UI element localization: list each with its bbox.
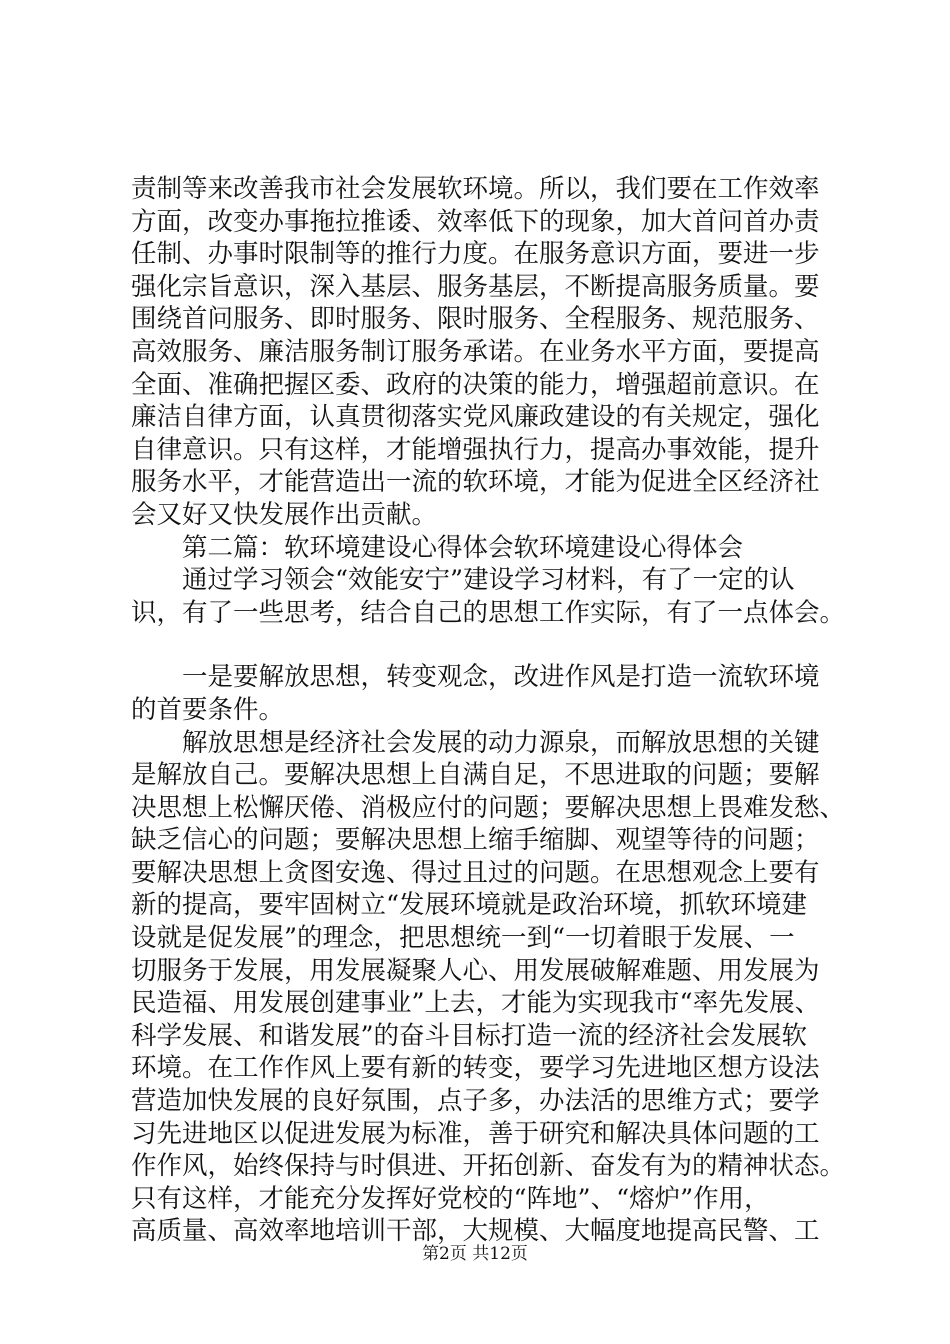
text-line: 只有这样，才能充分发挥好党校的“阵地”、“熔炉”作用，	[131, 1183, 770, 1214]
text-line: 识，有了一些思考，结合自己的思想工作实际，有了一点体会。	[131, 597, 846, 628]
text-line: 方面，改变办事拖拉推诿、效率低下的现象，加大首问首办责	[131, 206, 820, 237]
text-line: 环境。在工作作风上要有新的转变，要学习先进地区想方设法	[131, 1053, 820, 1084]
text-line: 围绕首问服务、即时服务、限时服务、全程服务、规范服务、	[131, 304, 820, 335]
text-line: 高质量、高效率地培训干部，大规模、大幅度地提高民警、工	[131, 1216, 820, 1247]
text-line: 第二篇：软环境建设心得体会软环境建设心得体会	[182, 532, 744, 563]
text-line: 营造加快发展的良好氛围，点子多，办法活的思维方式；要学	[131, 1086, 820, 1117]
text-line: 强化宗旨意识，深入基层、服务基层，不断提高服务质量。要	[131, 271, 820, 302]
text-line: 切服务于发展，用发展凝聚人心、用发展破解难题、用发展为	[131, 955, 820, 986]
text-line: 一是要解放思想，转变观念，改进作风是打造一流软环境	[182, 662, 820, 693]
page-footer: 第2页 共12页	[422, 1244, 528, 1264]
text-line: 作作风，始终保持与时俱进、开拓创新、奋发有为的精神状态。	[131, 1151, 846, 1182]
text-line: 服务水平，才能营造出一流的软环境，才能为促进全区经济社	[131, 467, 820, 498]
text-line: 的首要条件。	[131, 694, 285, 725]
text-line: 任制、办事时限制等的推行力度。在服务意识方面，要进一步	[131, 239, 820, 270]
text-line: 民造福、用发展创建事业”上去，才能为实现我市“率先发展、	[131, 988, 821, 1019]
text-line: 是解放自己。要解决思想上自满自足，不思进取的问题；要解	[131, 760, 820, 791]
text-line: 解放思想是经济社会发展的动力源泉，而解放思想的关键	[182, 727, 820, 758]
text-line: 习先进地区以促进发展为标准，善于研究和解决具体问题的工	[131, 1118, 820, 1149]
text-line: 全面、准确把握区委、政府的决策的能力，增强超前意识。在	[131, 369, 820, 400]
text-line: 通过学习领会“效能安宁”建设学习材料，有了一定的认	[182, 565, 795, 596]
text-line: 会又好又快发展作出贡献。	[131, 499, 438, 530]
text-line: 决思想上松懈厌倦、消极应付的问题；要解决思想上畏难发愁、	[131, 792, 846, 823]
text-line: 高效服务、廉洁服务制订服务承诺。在业务水平方面，要提高	[131, 336, 820, 367]
text-line: 责制等来改善我市社会发展软环境。所以，我们要在工作效率	[131, 174, 820, 204]
document-body	[131, 173, 846, 1248]
blank-line	[131, 629, 831, 661]
text-line: 要解决思想上贪图安逸、得过且过的问题。在思想观念上要有	[131, 857, 820, 888]
text-line: 自律意识。只有这样，才能增强执行力，提高办事效能，提升	[131, 434, 820, 465]
text-line: 新的提高，要牢固树立“发展环境就是政治环境，抓软环境建	[131, 890, 808, 921]
text-line: 缺乏信心的问题；要解决思想上缩手缩脚、观望等待的问题；	[131, 825, 820, 856]
text-line: 廉洁自律方面，认真贯彻落实党风廉政建设的有关规定，强化	[131, 402, 820, 433]
text-line: 设就是促发展”的理念，把思想统一到“一切着眼于发展、一	[131, 923, 795, 954]
text-line: 科学发展、和谐发展”的奋斗目标打造一流的经济社会发展软	[131, 1020, 808, 1051]
